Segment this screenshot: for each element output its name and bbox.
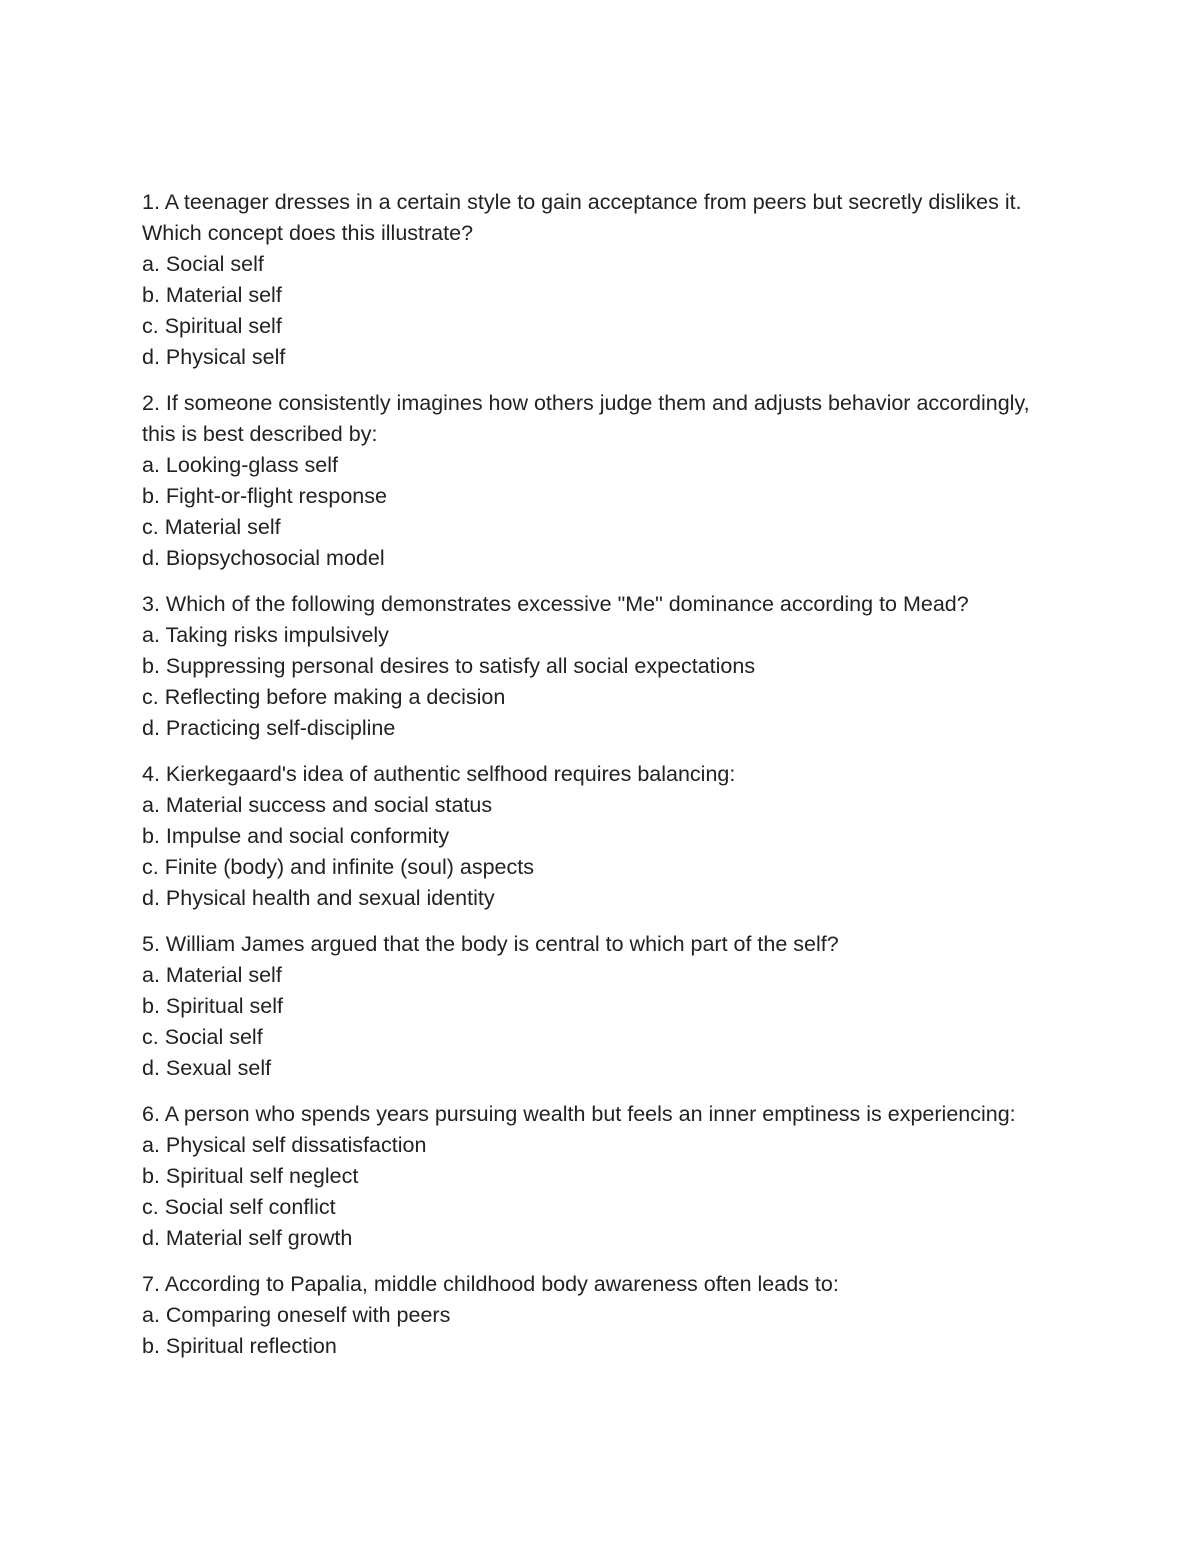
question-text: 2. If someone consistently imagines how others judge them and adjusts behavior accordingly, this is best described by:: [142, 391, 1030, 446]
option-c: c. Social self conflict: [142, 1195, 336, 1219]
question-text: 3. Which of the following demonstrates excessive "Me" dominance according to Mead?: [142, 592, 969, 616]
option-a: a. Comparing oneself with peers: [142, 1303, 451, 1327]
option-b: b. Spiritual self neglect: [142, 1164, 359, 1188]
option-b: b. Suppressing personal desires to satisfy all social expectations: [142, 654, 756, 678]
option-b: b. Spiritual reflection: [142, 1334, 337, 1358]
option-a: a. Material success and social status: [142, 793, 493, 817]
question-3: [142, 589, 1062, 744]
option-b: b. Material self: [142, 283, 282, 307]
question-text: 5. William James argued that the body is central to which part of the self?: [142, 932, 839, 956]
option-c: c. Social self: [142, 1025, 263, 1049]
option-d: d. Practicing self-discipline: [142, 716, 396, 740]
question-5: [142, 929, 1062, 1084]
question-text: 4. Kierkegaard's idea of authentic selfhood requires balancing:: [142, 762, 736, 786]
document-page: [142, 187, 1062, 1377]
option-d: d. Physical self: [142, 345, 286, 369]
option-a: a. Material self: [142, 963, 282, 987]
question-text: 1. A teenager dresses in a certain style to gain acceptance from peers but secretly dislikes it. Which concept does this illustrate?: [142, 190, 1022, 245]
question-2: [142, 388, 1062, 574]
option-c: c. Finite (body) and infinite (soul) aspects: [142, 855, 534, 879]
option-c: c. Material self: [142, 515, 281, 539]
question-text: 6. A person who spends years pursuing wealth but feels an inner emptiness is experiencing:: [142, 1102, 1016, 1126]
question-text: 7. According to Papalia, middle childhood body awareness often leads to:: [142, 1272, 839, 1296]
option-b: b. Fight-or-flight response: [142, 484, 387, 508]
option-a: a. Taking risks impulsively: [142, 623, 389, 647]
question-4: [142, 759, 1062, 914]
option-a: a. Physical self dissatisfaction: [142, 1133, 427, 1157]
option-a: a. Looking-glass self: [142, 453, 338, 477]
question-6: [142, 1099, 1062, 1254]
option-d: d. Biopsychosocial model: [142, 546, 385, 570]
option-d: d. Sexual self: [142, 1056, 272, 1080]
question-1: [142, 187, 1062, 373]
option-d: d. Material self growth: [142, 1226, 353, 1250]
option-c: c. Spiritual self: [142, 314, 282, 338]
option-c: c. Reflecting before making a decision: [142, 685, 506, 709]
question-7: [142, 1269, 1062, 1362]
option-d: d. Physical health and sexual identity: [142, 886, 495, 910]
option-b: b. Impulse and social conformity: [142, 824, 450, 848]
option-a: a. Social self: [142, 252, 264, 276]
option-b: b. Spiritual self: [142, 994, 284, 1018]
